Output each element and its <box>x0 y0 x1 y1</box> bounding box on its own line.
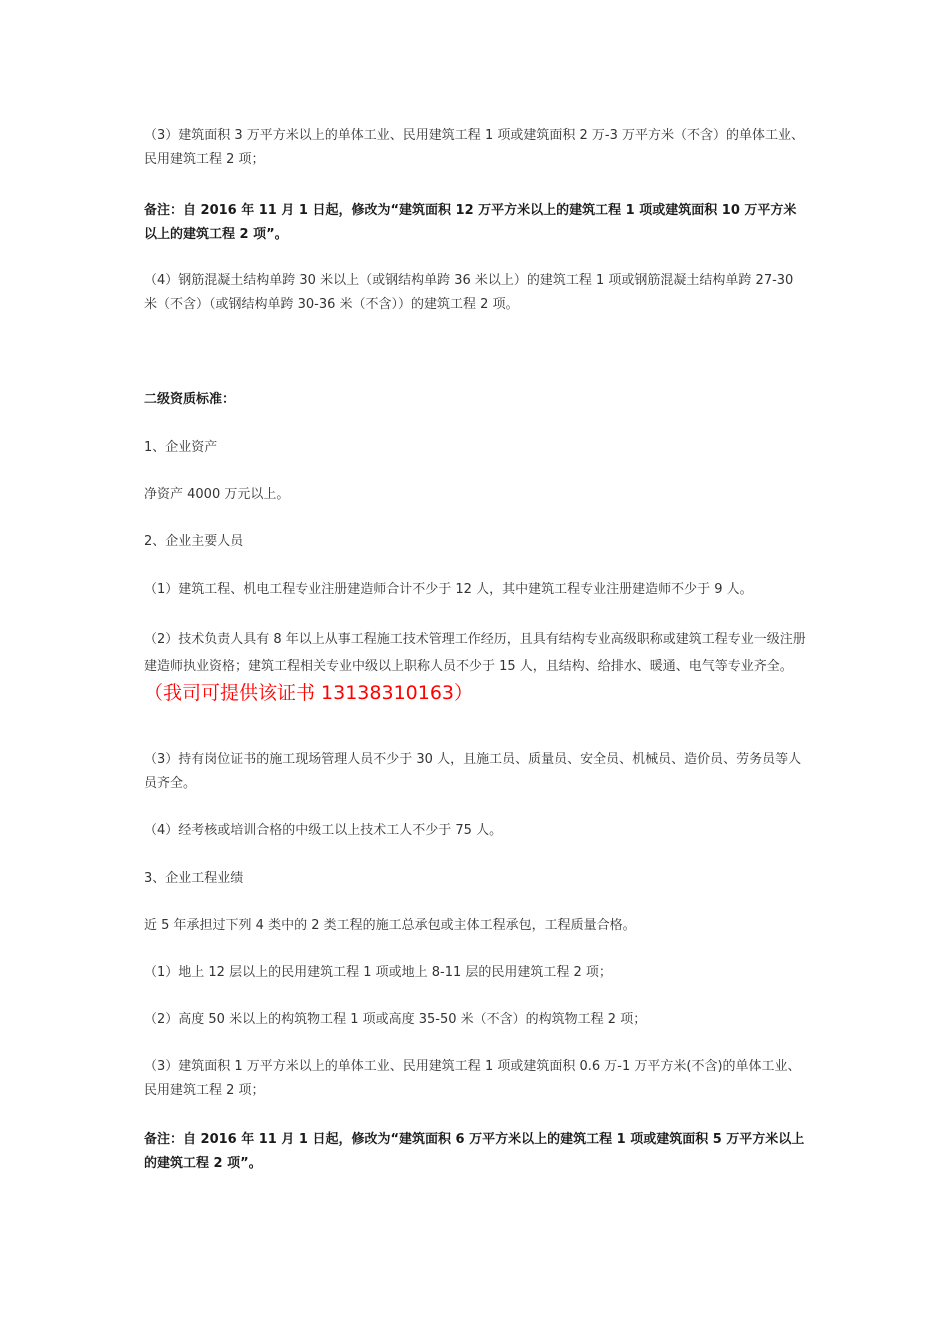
certificate-contact-highlight: （我司可提供该证书 13138310163） <box>144 682 474 704</box>
paragraph-performance-2: （2）高度 50 米以上的构筑物工程 1 项或高度 35-50 米（不含）的构筑物工程 2 项； <box>144 1012 647 1027</box>
heading-enterprise-assets: 1、企业资产 <box>144 440 218 455</box>
paragraph-personnel-3: （3）持有岗位证书的施工现场管理人员不少于 30 人，且施工员、质量员、安全员、机械员、造价员、劳务员等人员齐全。 <box>144 752 802 791</box>
heading-main-personnel: 2、企业主要人员 <box>144 534 244 549</box>
paragraph-personnel-2 <box>144 626 808 709</box>
paragraph-performance-intro: 近 5 年承担过下列 4 类中的 2 类工程的施工总承包或主体工程承包，工程质量合格。 <box>144 918 636 933</box>
paragraph-personnel-1: （1）建筑工程、机电工程专业注册建造师合计不少于 12 人，其中建筑工程专业注册建造师不少于 9 人。 <box>144 582 753 597</box>
remark-paragraph-2: 备注：自 2016 年 11 月 1 日起，修改为“建筑面积 6 万平方米以上的建筑工程 1 项或建筑面积 5 万平方米以上的建筑工程 2 项”。 <box>144 1132 805 1171</box>
paragraph-performance-3: （3）建筑面积 1 万平方米以上的单体工业、民用建筑工程 1 项或建筑面积 0.6 万-1 万平方米(不含)的单体工业、民用建筑工程 2 项； <box>144 1059 801 1098</box>
paragraph-span-4: （4）钢筋混凝土结构单跨 30 米以上（或钢结构单跨 36 米以上）的建筑工程 1 项或钢筋混凝土结构单跨 27-30 米（不含）（或钢结构单跨 30-36 米（不含））的建筑工程 2 项。 <box>144 273 794 312</box>
paragraph-personnel-4: （4）经考核或培训合格的中级工以上技术工人不少于 75 人。 <box>144 823 503 838</box>
paragraph-net-assets: 净资产 4000 万元以上。 <box>144 487 290 502</box>
paragraph-personnel-2-text: （2）技术负责人具有 8 年以上从事工程施工技术管理工作经历，且具有结构专业高级职称或建筑工程专业一级注册建造师执业资格；建筑工程相关专业中级以上职称人员不少于 15 人，且结构、给排水、暖通、电气等专业齐全。 <box>144 632 806 674</box>
paragraph-area-3: （3）建筑面积 3 万平方米以上的单体工业、民用建筑工程 1 项或建筑面积 2 万-3 万平方米（不含）的单体工业、民用建筑工程 2 项； <box>144 128 804 167</box>
section-heading-level-2: 二级资质标准： <box>144 392 236 407</box>
heading-project-performance: 3、企业工程业绩 <box>144 871 244 886</box>
paragraph-performance-1: （1）地上 12 层以上的民用建筑工程 1 项或地上 8-11 层的民用建筑工程 2 项； <box>144 965 612 980</box>
remark-paragraph-1: 备注：自 2016 年 11 月 1 日起，修改为“建筑面积 12 万平方米以上的建筑工程 1 项或建筑面积 10 万平方米以上的建筑工程 2 项”。 <box>144 203 797 242</box>
